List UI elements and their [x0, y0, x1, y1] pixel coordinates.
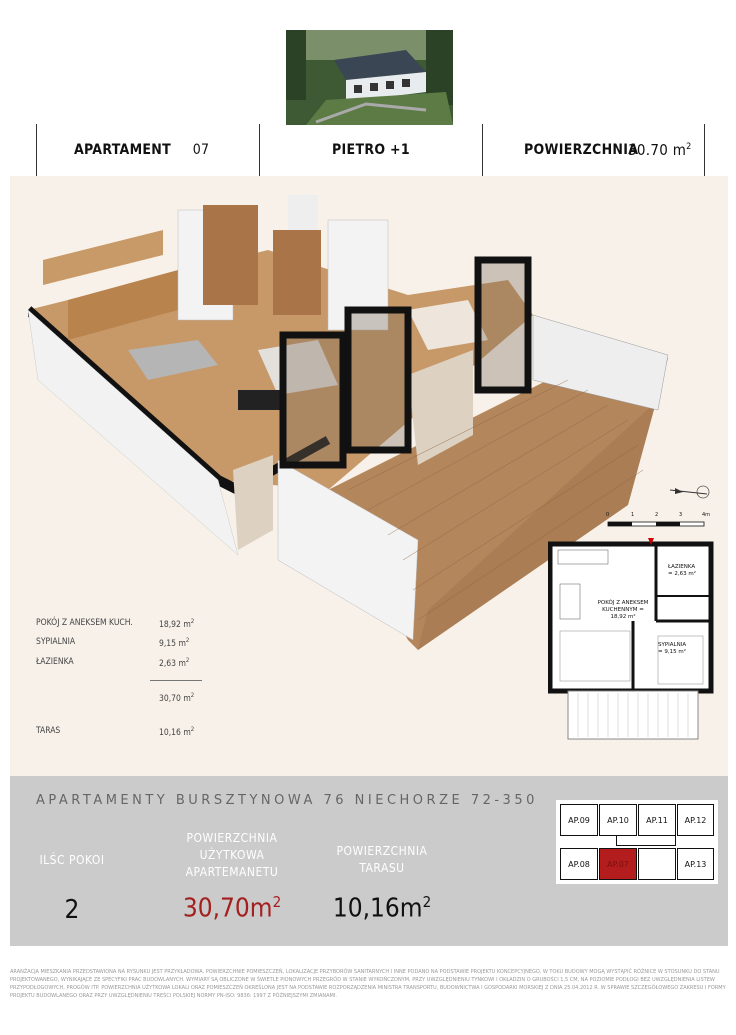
scale-bar [606, 512, 712, 532]
stairwell [616, 836, 676, 846]
total-divider [150, 680, 202, 681]
room-name: POKÓJ Z ANEKSEM KUCH. [36, 618, 133, 628]
plan-room-label: ŁAZIENKA = 2,63 m² [668, 564, 696, 577]
plan-room-label: SYPIALNIA = 9,15 m² [658, 642, 687, 655]
apartment-cell: AP.11 [638, 804, 676, 836]
room-area: 9,15 $m^2$ [159, 637, 190, 649]
apartment-label: APARTAMENT [74, 142, 172, 158]
apartment-cell-selected: AP.07 [599, 848, 637, 880]
rooms-count-value: 2 [64, 895, 80, 925]
area-label: POWIERZCHNIA [524, 142, 639, 158]
rooms-count-label: ILŚC POKOI [39, 853, 105, 867]
terrace-area: 10,16 $m^2$ [159, 726, 195, 738]
scale-label: 0 [606, 512, 610, 518]
terrace-area-label: POWIERZCHNIA TARASU [336, 844, 428, 875]
scale-label: 3 [679, 512, 683, 518]
usable-area-value: $30,70m^2$ [182, 893, 282, 924]
header-divider [482, 124, 483, 176]
header-bar [36, 124, 706, 176]
room-area: 18,92 $m^2$ [159, 618, 195, 630]
total-area: 30,70 $m^2$ [159, 692, 195, 704]
usable-area-label: POWIERZCHNIA UŻYTKOWA APARTEMANETU [185, 831, 279, 879]
floor-label: PIETRO +1 [332, 142, 410, 158]
room-area: 2,63 $m^2$ [159, 657, 190, 669]
room-name: SYPIALNIA [36, 637, 76, 647]
apartment-cell: AP.08 [560, 848, 598, 880]
apartment-cell-empty [638, 848, 676, 880]
apartment-cell: AP.10 [599, 804, 637, 836]
apartment-cell: AP.13 [677, 848, 714, 880]
terrace-name: TARAS [36, 726, 61, 736]
building-image [286, 30, 453, 125]
terrace-area-value: $10,16m^2$ [332, 893, 432, 924]
room-areas-list [36, 612, 236, 742]
area-value: 30.70 $m^2$ [628, 141, 692, 159]
apartment-location-grid [556, 800, 718, 884]
scale-label: 1 [631, 512, 635, 518]
header-divider [36, 124, 37, 176]
plan-room-label: POKÓJ Z ANEKSEM KUCHENNYM = 18,92 m² [597, 600, 649, 620]
scale-label: 4m [702, 512, 711, 518]
address-line: APARTAMENTY BURSZTYNOWA 76 NIECHORZE 72-350 [36, 793, 538, 808]
scale-label: 2 [655, 512, 659, 518]
apartment-cell: AP.09 [560, 804, 598, 836]
disclaimer-text: ARANŻACJA MIESZKANIA PRZEDSTAWIONA NA RYSUNKU JEST PRZYKŁADOWA. POWIERZCHNIE POMIESZCZEŃ, LOKALIZACJE PRZYBORÓW SANITARNYCH I INNE PODANO NA PODSTAWIE PROJEKTU KONCEPCYJNEGO. W TOKU BUDOWY MOGĄ WYSTĄPIĆ RÓŻNICE W STOSUNKU DO STANU PROJEKTOWANEGO, WYNIKAJĄCE ZE SPECYFIKI PRAC BUDOWLANYCH. WYMIARY SĄ OBLICZONE W ŚWIETLE PIONOWYCH PRZEGRÓD W STANIE WYKOŃCZONYM, PRZY UWZGLĘDNIENIU TYNKOWI I OKŁADZIN O GRUBOŚCI 1,5 CM, NA POZIOMIE PODŁOGI BEZ UWZGLĘDNIENIA LISTEW PRZYPODŁOGOWYCH, PROGÓW ITP. POWIERZCHNIA UŻYTKOWA LOKALI ORAZ POMIESZCZEŃ OKREŚLONA JEST NA PODSTAWIE ROZPORZĄDZENIA MINISTRA TRANSPORTU, BUDOWNICTWA I GOSPODARKI MORSKIEJ Z DNIA 25.04.2012 R. W SPRAWIE SZCZEGÓŁOWEGO ZAKRESU I FORMY PROJEKTU BUDOWLANEGO ORAZ PRZY UWZGLĘDNIENIU TREŚCI POLSKIEJ NORMY PN-ISO: 9836: 1997 Z PÓŹNIEJSZYMI ZMIANAMI. [10, 969, 726, 999]
floor-plan-2d [548, 536, 714, 742]
header-divider [704, 124, 705, 176]
apartment-number: 07 [192, 142, 210, 158]
room-name: ŁAZIENKA [36, 657, 74, 667]
north-arrow-icon [665, 484, 710, 504]
apartment-cell: AP.12 [677, 804, 714, 836]
